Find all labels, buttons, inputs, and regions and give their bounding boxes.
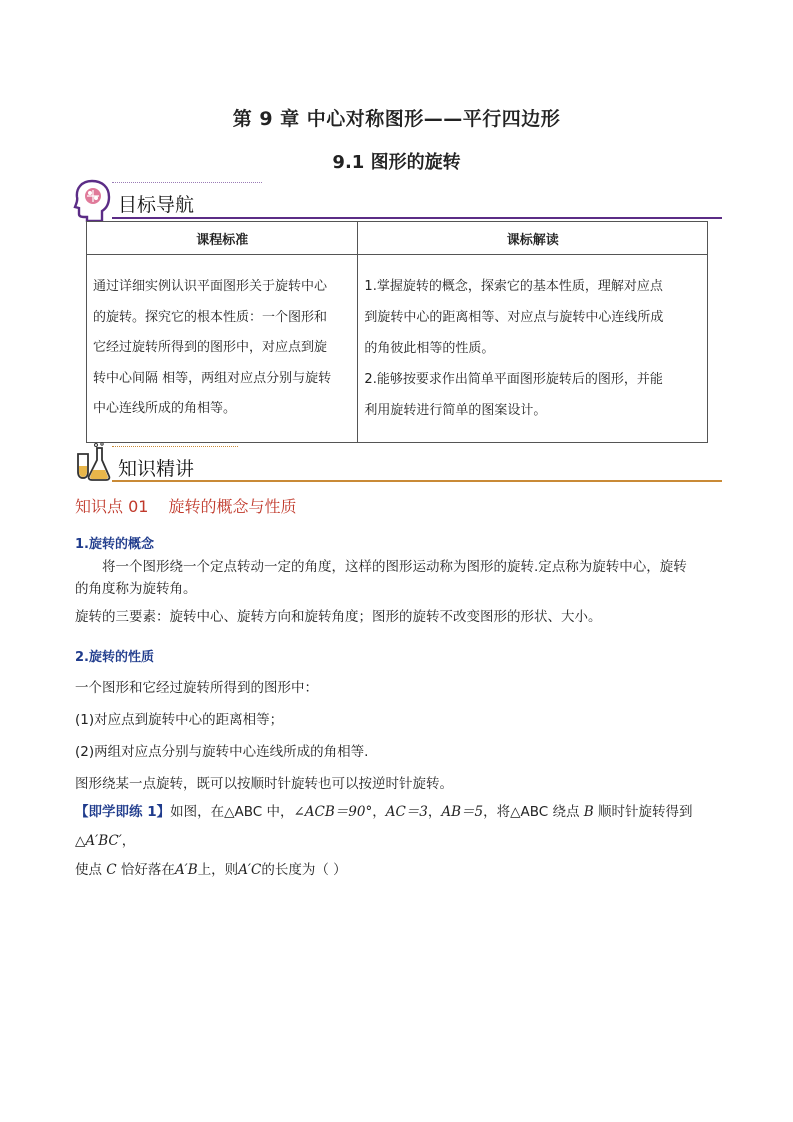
property-heading: 2.旋转的性质	[75, 650, 154, 665]
knowledge-point-heading: 知识点 01 旋转的概念与性质	[75, 497, 297, 516]
brain-head-icon	[72, 178, 112, 222]
concept-paragraph: 将一个图形绕一个定点转动一定的角度，这样的图形运动称为图形的旋转.定点称为旋转中心，旋转 的角度称为旋转角。 旋转的三要素：旋转中心、旋转方向和旋转角度；图形的旋转不改变图形的形状、大小。	[75, 559, 687, 625]
concept-heading: 1.旋转的概念	[75, 537, 154, 552]
section-title: 9.1 图形的旋转	[332, 152, 461, 173]
exercise-tag: 【即学即练 1】	[75, 804, 171, 820]
knowledge-section-header	[72, 440, 722, 484]
goal-section-header	[72, 178, 722, 222]
goal-section-title: 目标导航	[118, 194, 195, 216]
knowledge-section-title: 知识精讲	[118, 458, 195, 480]
table-header-standard: 课程标准	[87, 222, 358, 255]
exercise-1: 【即学即练 1】如图，在△ABC 中，∠ACB＝90°，AC＝3，AB＝5，将△ABC 绕点 B 顺时针旋转得到△A′BC′， 使点 C 恰好落在A′B上，则A′C的长度为（ ）	[75, 804, 693, 878]
course-standards-table	[86, 221, 708, 443]
standard-cell: 通过详细实例认识平面图形关于旋转中心 的旋转。探究它的根本性质：一个图形和 它经过旋转所得到的图形中，对应点到旋 转中心间隔 相等，两组对应点分别与旋转 中心连线所成的角相等。	[87, 255, 358, 443]
lab-flask-icon	[72, 442, 112, 482]
interpretation-cell: 1.掌握旋转的概念，探索它的基本性质，理解对应点 到旋转中心的距离相等、对应点与旋转中心连线所成 的角彼此相等的性质。 2.能够按要求作出简单平面图形旋转后的图形，并能 利用旋转进行简单的图案设计。	[358, 255, 708, 443]
table-header-interpretation: 课标解读	[358, 222, 708, 255]
property-paragraph: 一个图形和它经过旋转所得到的图形中： (1)对应点到旋转中心的距离相等； (2)两组对应点分别与旋转中心连线所成的角相等. 图形绕某一点旋转，既可以按顺时针旋转也可以按逆时针旋转。	[75, 680, 453, 792]
chapter-title: 第 9 章 中心对称图形——平行四边形	[232, 108, 561, 130]
